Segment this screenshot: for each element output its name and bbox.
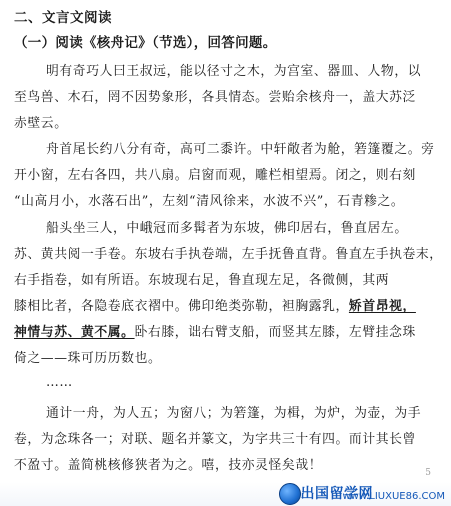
text-line: 右手指卷，如有所语。东坡现右足，鲁直现左足，各微侧，其两 [14, 273, 390, 288]
underlined-phrase: 神情与苏、黄不属。 [14, 325, 135, 340]
text-line-part: 膝相比者，各隐卷底衣褶中。佛印绝类弥勒，袒胸露乳， [14, 299, 349, 314]
question-heading: （一）阅读《核舟记》（节选），回答问题。 [14, 35, 277, 51]
watermark-brand: 出国留学网 [300, 486, 373, 502]
page-number: 5 [425, 468, 431, 478]
text-line [14, 295, 416, 314]
underlined-phrase: 矫首昂视， [348, 299, 416, 314]
text-line: 明有奇巧人曰王叔远，能以径寸之木，为宫室、器皿、人物，以 [46, 64, 422, 79]
globe-logo-icon [279, 483, 301, 505]
text-line: 倚之——珠可历历数也。 [14, 351, 162, 366]
text-line-part: 卧右膝，诎右臂支船，而竖其左膝，左臂挂念珠 [134, 325, 416, 340]
text-line: 赤壁云。 [14, 116, 68, 131]
ellipsis: …… [46, 375, 73, 390]
watermark-url: www.LIUXUE86.COM [342, 491, 445, 502]
text-line-underlined [14, 321, 416, 340]
text-line: 至鸟兽、木石，罔不因势象形，各具情态。尝贻余核舟一，盖大苏泛 [14, 90, 416, 105]
text-line: 通计一舟，为人五；为窗八；为箬篷，为楫，为炉，为壶，为手 [46, 406, 422, 421]
text-line: 开小窗，左右各四，共八扇。启窗而观，雕栏相望焉。闭之，则右刻 [14, 168, 416, 183]
text-line: 不盈寸。盖简桃核修狭者为之。嘻，技亦灵怪矣哉！ [14, 458, 323, 473]
text-line: “山高月小，水落石出”，左刻“清风徐来，水波不兴”，石青糁之。 [14, 194, 405, 209]
watermark-bar [0, 482, 451, 506]
section-heading: 二、文言文阅读 [14, 10, 112, 26]
text-line: 苏、黄共阅一手卷。东坡右手执卷端，左手抚鲁直背。鲁直左手执卷末， [14, 247, 443, 262]
text-line: 舟首尾长约八分有奇，高可二黍许。中轩敞者为舱，箬篷覆之。旁 [46, 142, 435, 157]
text-line: 船头坐三人，中峨冠而多髯者为东坡，佛印居右，鲁直居左。 [46, 221, 408, 236]
text-line: 卷，为念珠各一；对联、题名并篆文，为字共三十有四。而计其长曾 [14, 432, 416, 447]
